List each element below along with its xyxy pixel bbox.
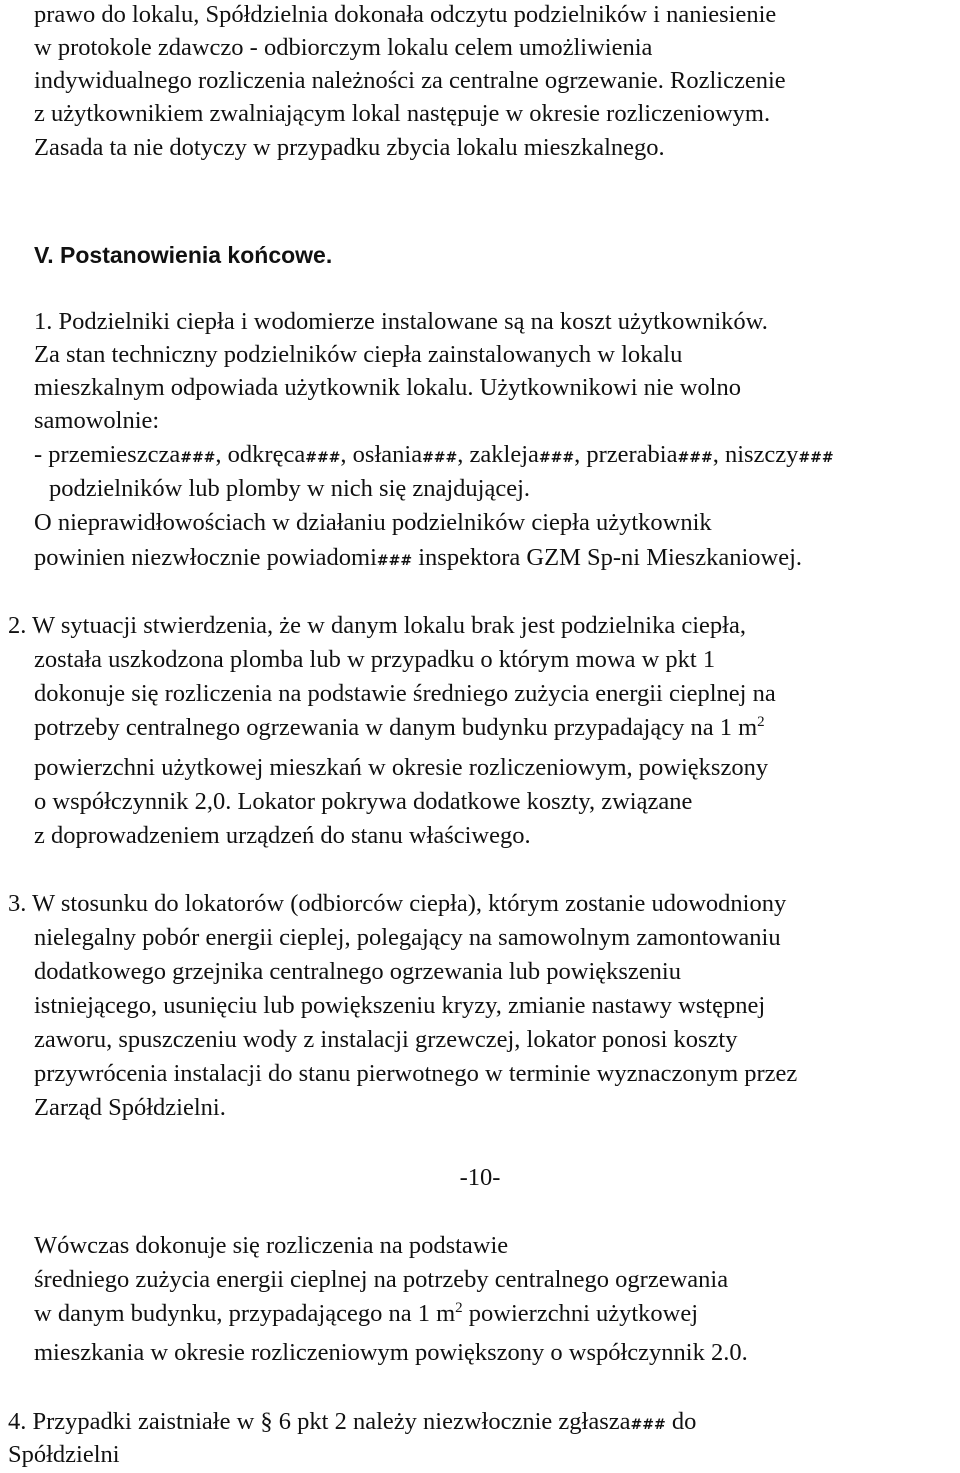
paragraph-line: w protokole zdawczo - odbiorczym lokalu celem umożliwienia	[34, 34, 653, 61]
paragraph-line: z użytkownikiem zwalniającym lokal następuje w okresie rozliczeniowym.	[34, 100, 771, 127]
text-fragment: , niszczy	[712, 441, 799, 468]
text-fragment: inspektora GZM Sp-ni Mieszkaniowej.	[412, 544, 803, 571]
paragraph-line: 2. W sytuacji stwierdzenia, że w danym lokalu brak jest podzielnika ciepła,	[8, 612, 746, 639]
text-fragment: w danym budynku, przypadającego na 1 m	[34, 1300, 456, 1327]
text-fragment: powierzchni użytkowej	[462, 1300, 699, 1327]
paragraph-line: Spółdzielni	[8, 1441, 120, 1468]
paragraph-line: powierzchni użytkowej mieszkań w okresie rozliczeniowym, powiększony	[34, 754, 769, 781]
paragraph-line: indywidualnego rozliczenia należności za centralne ogrzewanie. Rozliczenie	[34, 67, 786, 94]
paragraph-line: istniejącego, usunięciu lub powiększeniu kryzy, zmianie nastawy wstępnej	[34, 992, 766, 1019]
hash-glyph: ###	[538, 450, 575, 466]
superscript: 2	[455, 1300, 463, 1316]
section-heading: V. Postanowienia końcowe.	[34, 242, 333, 268]
paragraph-line: mieszkalnym odpowiada użytkownik lokalu. Użytkownikowi nie wolno	[34, 374, 741, 401]
text-fragment: powinien niezwłocznie powiadomi	[34, 544, 377, 571]
text-fragment: , osłania	[340, 441, 423, 468]
paragraph-line: dodatkowego grzejnika centralnego ogrzewania lub powiększeniu	[34, 958, 681, 985]
superscript: 2	[757, 714, 765, 730]
paragraph-line: mieszkania w okresie rozliczeniowym powiększony o współczynnik 2.0.	[34, 1339, 748, 1366]
paragraph-line: podzielników lub plomby w nich się znajdującej.	[49, 475, 531, 502]
paragraph-line: prawo do lokalu, Spółdzielnia dokonała odczytu podzielników i naniesienie	[34, 1, 777, 28]
text-fragment: , przerabia	[574, 441, 678, 468]
hash-glyph: ###	[630, 1417, 666, 1433]
paragraph-line: Za stan techniczny podzielników ciepła zainstalowanych w lokalu	[34, 341, 683, 368]
paragraph-line-list	[34, 440, 834, 473]
paragraph-line: o współczynnik 2,0. Lokator pokrywa dodatkowe koszty, związane	[34, 788, 693, 815]
hash-glyph: ###	[305, 450, 341, 466]
text-fragment: - przemieszcza	[34, 441, 181, 468]
text-fragment: , odkręca	[215, 441, 306, 468]
paragraph-line: Wówczas dokonuje się rozliczenia na podstawie	[34, 1232, 509, 1259]
paragraph-line: zaworu, spuszczeniu wody z instalacji grzewczej, lokator ponosi koszty	[34, 1026, 738, 1053]
paragraph-line: Zarząd Spółdzielni.	[34, 1094, 226, 1121]
text-fragment: , zakleja	[457, 441, 539, 468]
paragraph-line	[34, 543, 802, 576]
hash-glyph: ###	[677, 450, 713, 466]
paragraph-line: samowolnie:	[34, 407, 160, 434]
hash-glyph: ###	[376, 553, 413, 569]
text-fragment: potrzeby centralnego ogrzewania w danym budynku przypadający na 1 m	[34, 714, 758, 741]
paragraph-line	[8, 1407, 696, 1440]
hash-glyph: ###	[798, 450, 834, 466]
paragraph-line: dokonuje się rozliczenia na podstawie średniego zużycia energii cieplnej na	[34, 680, 776, 707]
text-fragment: do	[665, 1408, 697, 1435]
paragraph-line: O nieprawidłowościach w działaniu podzielników ciepła użytkownik	[34, 509, 712, 536]
paragraph-line	[34, 713, 765, 746]
paragraph-line: z doprowadzeniem urządzeń do stanu właściwego.	[34, 822, 531, 849]
paragraph-line: średniego zużycia energii cieplnej na potrzeby centralnego ogrzewania	[34, 1266, 729, 1293]
hash-glyph: ###	[422, 450, 458, 466]
paragraph-line: została uszkodzona plomba lub w przypadku o którym mowa w pkt 1	[34, 646, 716, 673]
paragraph-line	[34, 1299, 698, 1332]
paragraph-line: Zasada ta nie dotyczy w przypadku zbycia lokalu mieszkalnego.	[34, 134, 665, 161]
paragraph-line: 3. W stosunku do lokatorów (odbiorców ciepła), którym zostanie udowodniony	[8, 890, 787, 917]
hash-glyph: ###	[180, 450, 216, 466]
paragraph-line: 1. Podzielniki ciepła i wodomierze instalowane są na koszt użytkowników.	[34, 308, 768, 335]
page-number: -10-	[459, 1164, 501, 1191]
text-fragment: 4. Przypadki zaistniałe w § 6 pkt 2 należy niezwłocznie zgłasza	[8, 1408, 631, 1435]
paragraph-line: nielegalny pobór energii cieplej, polegający na samowolnym zamontowaniu	[34, 924, 781, 951]
paragraph-line: przywrócenia instalacji do stanu pierwotnego w terminie wyznaczonym przez	[34, 1060, 798, 1087]
